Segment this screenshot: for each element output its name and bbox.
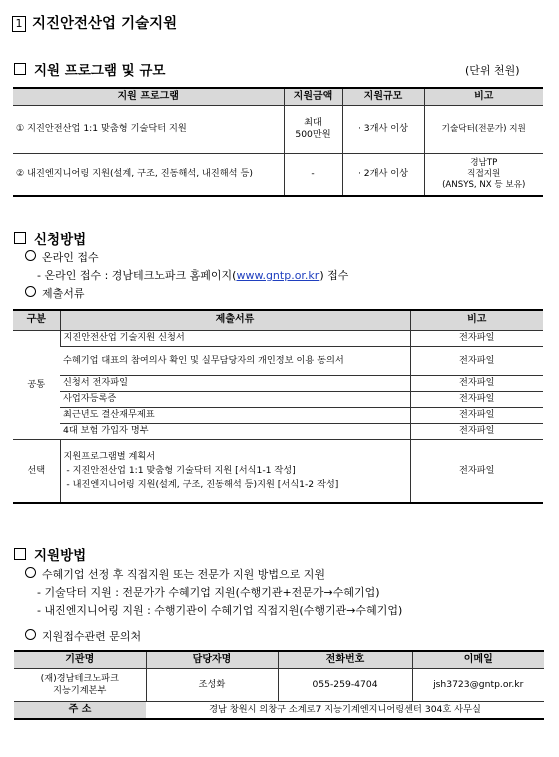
apply-heading-text: 신청방법 bbox=[34, 232, 87, 248]
doc-note: 전자파일 bbox=[410, 407, 543, 423]
online-detail-suffix: ) 접수 bbox=[319, 269, 349, 282]
homepage-link[interactable]: www.gntp.or.kr bbox=[236, 269, 320, 282]
common-label: 공통 bbox=[13, 330, 60, 439]
program-heading-text: 지원 프로그램 및 규모 bbox=[34, 63, 166, 79]
program-amount: 최대 500만원 bbox=[284, 105, 342, 153]
doc-name: 최근년도 결산재무제표 bbox=[60, 407, 410, 423]
documents-header: 제출서류 bbox=[60, 310, 410, 330]
title-text: 지진안전산업 기술지원 bbox=[32, 16, 178, 32]
title-number-box: 1 bbox=[12, 16, 26, 32]
doc-name: 수혜기업 대표의 참여의사 확인 및 실무담당자의 개인정보 이용 동의서 bbox=[60, 346, 410, 375]
program-note: 경남TP 직접지원 (ANSYS, NX 등 보유) bbox=[424, 153, 543, 196]
select-doc-line: - 내진엔지니어링 지원(설계, 구조, 진동해석 등)지원 [서식1-2 작성] bbox=[63, 478, 339, 490]
square-bullet-icon bbox=[14, 548, 26, 560]
unit-label: (단위 천원) bbox=[465, 64, 520, 77]
amount-header: 지원금액 bbox=[284, 88, 342, 105]
table-row bbox=[13, 407, 543, 423]
address-label: 주 소 bbox=[14, 701, 146, 719]
doc-note: 전자파일 bbox=[410, 330, 543, 346]
select-doc-line: 지원프로그램별 계획서 bbox=[63, 450, 156, 462]
page-title bbox=[12, 12, 177, 33]
program-table bbox=[13, 87, 543, 197]
online-text: 온라인 접수 bbox=[42, 251, 99, 264]
doc-name: 지진안전산업 기술지원 신청서 bbox=[60, 330, 410, 346]
select-doc-line: - 지진안전산업 1:1 맞춤형 기술닥터 지원 [서식1-1 작성] bbox=[63, 464, 296, 476]
table-row bbox=[14, 668, 544, 701]
doc-note-header: 비고 bbox=[410, 310, 543, 330]
program-note: 기술닥터(전문가) 지원 bbox=[424, 105, 543, 153]
doc-name: 사업자등록증 bbox=[60, 391, 410, 407]
docs-item bbox=[25, 285, 85, 301]
contact-heading-text: 지원접수관련 문의처 bbox=[42, 630, 142, 643]
program-name: ① 지진안전산업 1:1 맞춤형 기술닥터 지원 bbox=[13, 105, 284, 153]
program-scale: · 3개사 이상 bbox=[342, 105, 424, 153]
table-row bbox=[14, 701, 544, 719]
phone-number: 055-259-4704 bbox=[278, 668, 412, 701]
email-header: 이메일 bbox=[412, 651, 544, 668]
documents-table bbox=[13, 309, 543, 504]
table-row bbox=[13, 423, 543, 439]
support-line2: - 기술닥터 지원 : 전문가가 수혜기업 지원(수행기관+전문가→수혜기업) bbox=[37, 586, 380, 599]
doc-name: 신청서 전자파일 bbox=[60, 375, 410, 391]
org-header: 기관명 bbox=[14, 651, 146, 668]
org-name: (재)경남테크노파크 지능기계본부 bbox=[14, 668, 146, 701]
person-header: 담당자명 bbox=[146, 651, 278, 668]
square-bullet-icon bbox=[14, 63, 26, 75]
phone-header: 전화번호 bbox=[278, 651, 412, 668]
doc-note: 전자파일 bbox=[410, 423, 543, 439]
online-item bbox=[25, 249, 99, 265]
table-row bbox=[13, 439, 543, 503]
online-detail-prefix: - 온라인 접수 : 경남테크노파크 홈페이지( bbox=[37, 269, 237, 282]
contact-table bbox=[14, 650, 544, 720]
email-address[interactable]: jsh3723@gntp.or.kr bbox=[412, 668, 544, 701]
select-note: 전자파일 bbox=[410, 439, 543, 503]
support-line3: - 내진엔지니어링 지원 : 수행기관이 수혜기업 직접지원(수행기관→수혜기업) bbox=[37, 604, 403, 617]
program-header: 지원 프로그램 bbox=[13, 88, 284, 105]
program-amount: - bbox=[284, 153, 342, 196]
address-text: 경남 창원시 의창구 소계로7 지능기계엔지니어링센터 304호 사무실 bbox=[146, 701, 544, 719]
table-row bbox=[13, 330, 543, 346]
doc-note: 전자파일 bbox=[410, 375, 543, 391]
support-line1-text: 수혜기업 선정 후 직접지원 또는 전문가 지원 방법으로 지원 bbox=[42, 568, 325, 581]
select-label: 선택 bbox=[13, 439, 60, 503]
doc-note: 전자파일 bbox=[410, 391, 543, 407]
support-heading-text: 지원방법 bbox=[34, 548, 87, 564]
support-line1 bbox=[25, 566, 325, 582]
program-name: ② 내진엔지니어링 지원(설계, 구조, 진동해석, 내진해석 등) bbox=[13, 153, 284, 196]
circle-bullet-icon bbox=[25, 567, 36, 578]
circle-bullet-icon bbox=[25, 286, 36, 297]
table-row bbox=[13, 105, 543, 153]
table-row bbox=[13, 153, 543, 196]
circle-bullet-icon bbox=[25, 250, 36, 261]
square-bullet-icon bbox=[14, 232, 26, 244]
circle-bullet-icon bbox=[25, 629, 36, 640]
contact-item bbox=[25, 628, 141, 644]
table-row bbox=[13, 375, 543, 391]
program-heading bbox=[14, 59, 165, 79]
category-header: 구분 bbox=[13, 310, 60, 330]
person-name: 조성화 bbox=[146, 668, 278, 701]
apply-heading bbox=[14, 228, 86, 248]
table-row bbox=[13, 391, 543, 407]
docs-heading-text: 제출서류 bbox=[42, 287, 85, 300]
online-detail bbox=[37, 267, 348, 283]
select-docs bbox=[60, 439, 410, 503]
scale-header: 지원규모 bbox=[342, 88, 424, 105]
doc-name: 4대 보험 가입자 명부 bbox=[60, 423, 410, 439]
doc-note: 전자파일 bbox=[410, 346, 543, 375]
program-scale: · 2개사 이상 bbox=[342, 153, 424, 196]
note-header: 비고 bbox=[424, 88, 543, 105]
support-heading bbox=[14, 544, 86, 564]
table-row bbox=[13, 346, 543, 375]
